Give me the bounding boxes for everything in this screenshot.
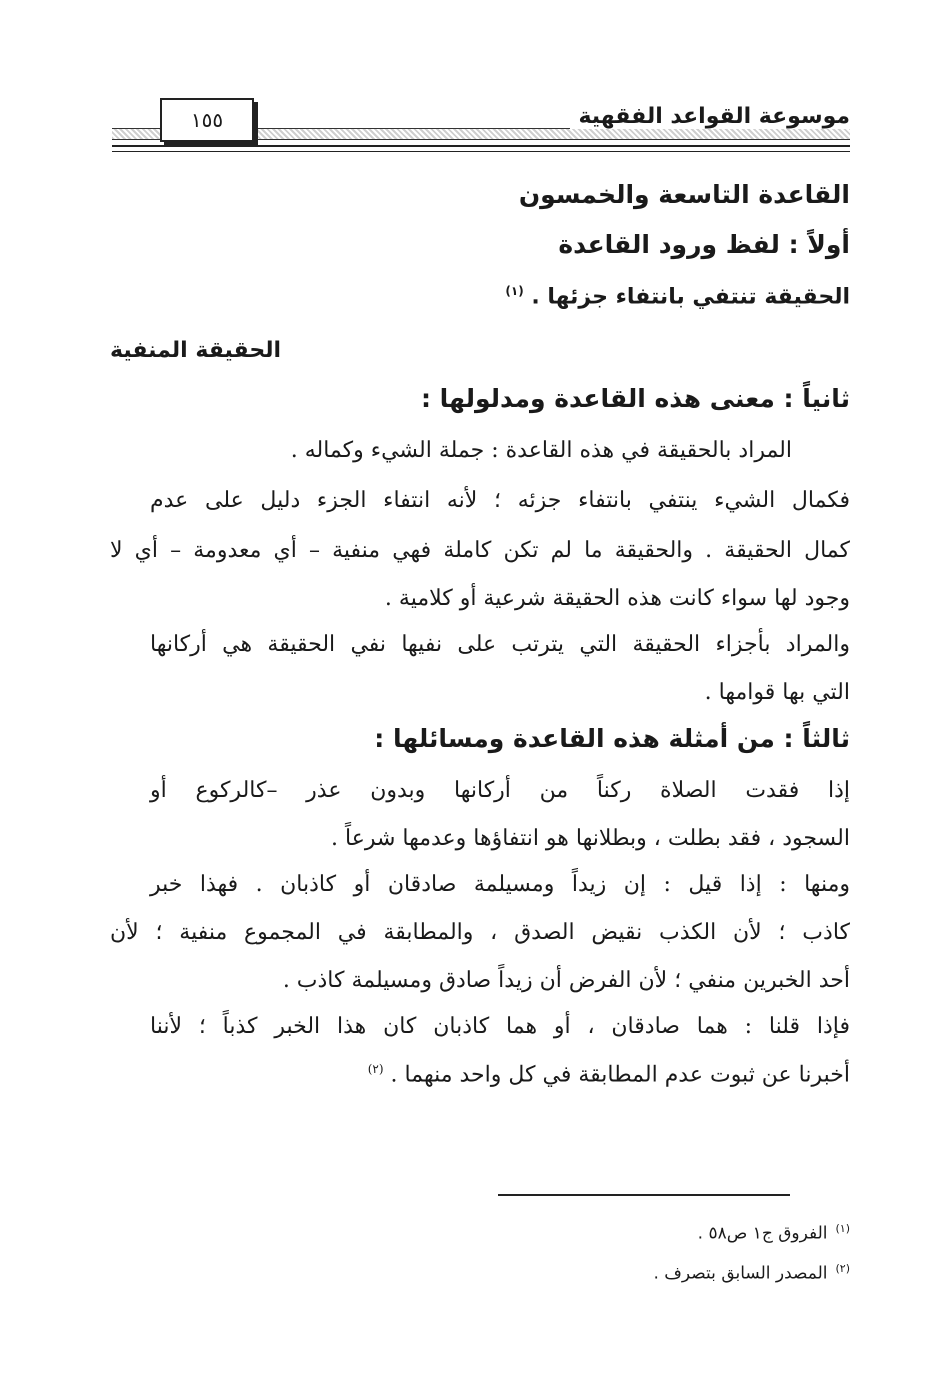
footnote-marker: (٢): [835, 1262, 850, 1275]
rule-statement: [505, 284, 850, 309]
paragraph-line: السجود ، فقد بطلت ، وبطلانها هو انتفاؤها وعدمها شرعاً .: [331, 826, 850, 851]
header-rule: [112, 145, 850, 147]
footnote-text: الفروق ج١ ص٥٨ .: [697, 1223, 828, 1244]
paragraph-line: فإذا قلنا : هما صادقان ، أو هما كاذبان كان هذا الخبر كذباً ؛ لأننا: [150, 1014, 850, 1039]
footnote-text: المصدر السابق بتصرف .: [653, 1263, 828, 1284]
footnote-divider: [498, 1194, 790, 1196]
paragraph-line: ومنها : إذا قيل : إن زيداً ومسيلمة صادقان أو كاذبان . فهذا خبر: [150, 872, 850, 897]
paragraph-line: فكمال الشيء ينتفي بانتفاء جزئه ؛ لأنه انتفاء الجزء دليل على عدم: [150, 488, 850, 513]
page-number-box: [160, 98, 254, 142]
paragraph-line: كاذب ؛ لأن الكذب نقيض الصدق ، والمطابقة في المجموع منفية ؛ لأن: [110, 920, 850, 945]
paragraph-text: أخبرنا عن ثبوت عدم المطابقة في كل واحد منهما .: [390, 1062, 850, 1088]
paragraph-line: التي بها قوامها .: [704, 680, 850, 705]
rule-title: القاعدة التاسعة والخمسون: [518, 180, 850, 209]
footnote-ref-2: (٢): [367, 1062, 384, 1076]
paragraph-line: أحد الخبرين منفي ؛ لأن الفرض أن زيداً صادق ومسيلمة كاذب .: [282, 968, 850, 993]
paragraph-line: كمال الحقيقة . والحقيقة ما لم تكن كاملة فهي منفية – أي معدومة – أي لا: [110, 538, 850, 563]
paragraph-line: إذا فقدت الصلاة ركناً من أركانها وبدون عذر –كالركوع أو: [150, 778, 850, 803]
section-heading-wording: أولاً : لفظ ورود القاعدة: [558, 230, 850, 259]
section-heading-examples: ثالثاً : من أمثلة هذه القاعدة ومسائلها :: [374, 724, 850, 753]
page-header: [112, 98, 850, 160]
rule-text: الحقيقة تنتفي بانتفاء جزئها .: [531, 284, 850, 310]
paragraph-line: والمراد بأجزاء الحقيقة التي يترتب على نفيها نفي الحقيقة هي أركانها: [150, 632, 850, 657]
category-label: الحقيقة المنفية: [110, 338, 281, 363]
book-title: موسوعة القواعد الفقهية: [570, 104, 850, 129]
footnote-marker: (١): [835, 1222, 850, 1235]
header-rule-thin: [112, 151, 850, 152]
paragraph-line: وجود لها سواء كانت هذه الحقيقة شرعية أو كلامية .: [384, 586, 850, 611]
page-number: ١٥٥: [190, 108, 224, 132]
footnote-2: [654, 1262, 851, 1284]
paragraph-line-last: [368, 1062, 850, 1087]
footnote-ref-1: (١): [505, 284, 524, 298]
section-heading-meaning: ثانياً : معنى هذه القاعدة ومدلولها :: [420, 384, 850, 413]
footnote-1: [698, 1222, 850, 1244]
paragraph-line: المراد بالحقيقة في هذه القاعدة : جملة الشيء وكماله .: [290, 438, 792, 463]
